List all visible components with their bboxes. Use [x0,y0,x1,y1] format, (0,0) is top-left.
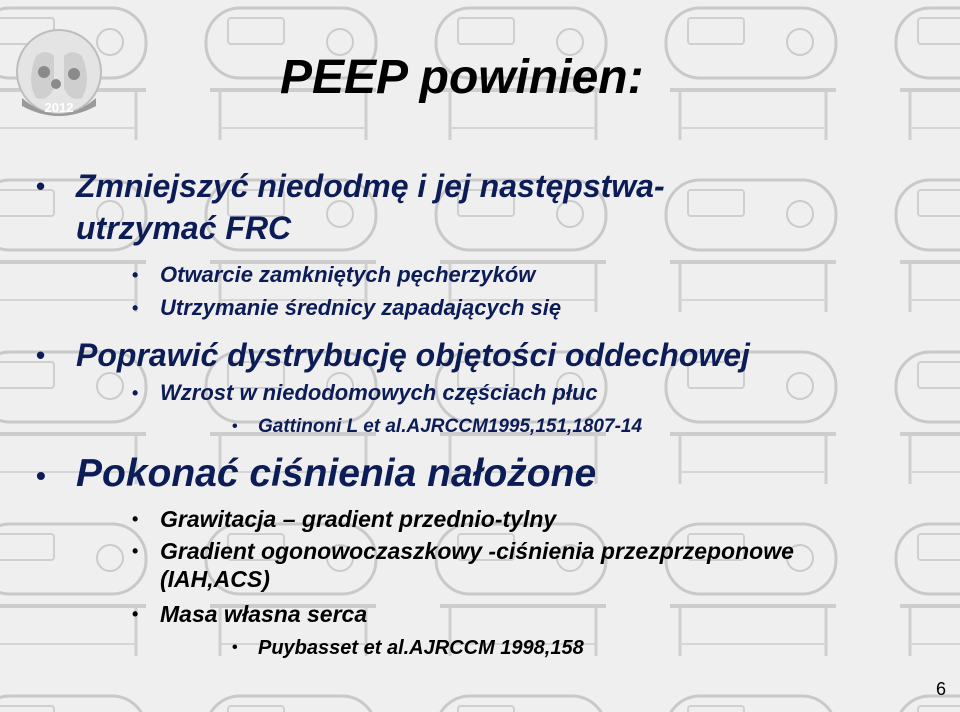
bullet-icon: • [232,418,238,435]
bullet-icon: • [132,541,139,561]
bullet-point-3-text: Pokonać ciśnienia nałożone [76,452,597,495]
sub-point-3-2-text-continued: (IAH,ACS) [160,566,270,592]
bullet-icon: • [132,298,139,318]
bullet-point-1-text-continued: utrzymać FRC [76,210,292,246]
sub-point-2-1 [132,380,598,406]
bullet-icon: • [36,340,46,370]
conference-logo [14,26,104,122]
bullet-icon: • [36,171,46,201]
sub-point-3-2 [132,538,794,564]
bullet-icon: • [132,265,139,285]
bullet-point-1-text: Zmniejszyć niedodmę i jej następstwa- [76,168,665,204]
bullet-point-1 [36,168,665,204]
logo-year: 2012 [44,100,74,115]
page-number: 6 [935,679,946,699]
reference-citation [232,415,643,439]
sub-point-3-1-text: Grawitacja – gradient przednio-tylny [160,506,557,532]
bullet-point-3 [36,452,597,496]
sub-point-3-3-text: Masa własna serca [160,601,368,627]
sub-point-3-2-text: Gradient ogonowoczaszkowy -ciśnienia przezprzeponowe [160,538,794,564]
bullet-icon: • [132,383,139,403]
reference-citation-text: Gattinoni L et al.AJRCCM1995,151,1807-14 [258,416,643,437]
slide-title: PEEP powinien: [280,51,644,104]
sub-point-1-1 [132,262,536,288]
sub-point-1-2-text: Utrzymanie średnicy zapadających się [160,295,562,320]
bullet-icon: • [132,509,139,529]
reference-citation [232,636,584,660]
bullet-point-2 [36,336,750,374]
reference-citation-text: Puybasset et al.AJRCCM 1998,158 [258,637,584,659]
bullet-point-2-text: Poprawić dystrybucję objętości oddechowej [76,337,750,373]
sub-point-1-2 [132,295,562,321]
sub-point-1-1-text: Otwarcie zamkniętych pęcherzyków [160,262,536,287]
bullet-icon: • [36,460,46,491]
bullet-icon: • [132,604,139,624]
sub-point-2-1-text: Wzrost w niedodomowych częściach płuc [160,380,598,405]
sub-point-3-3 [132,601,368,627]
bullet-icon: • [232,639,238,656]
sub-point-3-1 [132,506,557,532]
